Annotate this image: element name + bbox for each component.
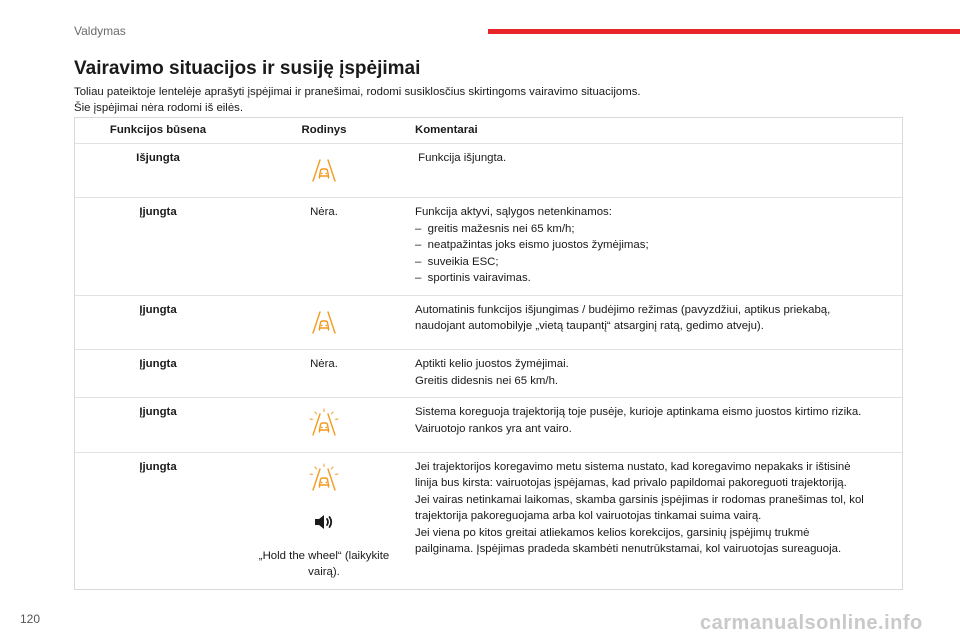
table-row [75,398,902,453]
cell-function-state: Išjungta [75,143,241,198]
comment-line: Automatinis funkcijos išjungimas / budėjimo režimas (pavyzdžiui, aptikus priekabą, [415,303,831,316]
comment-line: Aptikti kelio juostos žymėjimai. [415,358,569,370]
comment-line: naudojant automobilyje „vietą taupantį“ atsarginį ratą, gedimo atveju). [415,320,764,332]
header-comments: Komentarai [407,118,902,143]
table-row [75,143,902,198]
comment-line: trajektorija pakoreguojama arba kol vairuotojas tinkamai suima vairą. [415,510,762,522]
comment-line: linija bus kirsta: vairuotojas įspėjamas, kad privalo papildomai pakoreguoti trajektoriją. [415,477,847,489]
lane-departure-warning-icon [309,154,339,184]
table-header-row [75,118,902,143]
comment-line: Jei trajektorijos koregavimo metu sistema nustato, kad koregavimo nepakaks ir ištisinė [415,460,851,473]
lane-departure-warning-icon [309,463,339,493]
comment-line: Vairuotojo rankos yra ant vairo. [415,422,572,435]
cell-display [241,398,407,453]
warnings-table [74,117,903,590]
section-label: Valdymas [74,24,126,38]
cell-comment [407,452,902,589]
table-row [75,295,902,350]
display-message: „Hold the wheel“ (laikykite vairą). [258,549,390,578]
cell-comment [407,143,902,198]
comment-line: Jei vairas netinkamai laikomas, skamba garsinis įspėjimas ir rodomas pranešimas tol, kol [415,493,864,506]
table-row [75,198,902,296]
page-title: Vairavimo situacijos ir susiję įspėjimai [74,58,421,79]
cell-comment [407,198,902,296]
intro-text [74,84,904,116]
cell-display [241,198,407,296]
cell-function-state: Įjungta [139,460,177,473]
table-row [75,350,902,398]
cell-function-state: Įjungta [75,295,241,350]
intro-line-2: Šie įspėjimai nėra rodomi iš eilės. [74,102,244,114]
cell-comment [407,350,902,398]
comment-line: pailginama. Įspėjimas pradeda skambėti nenutrūkstamai, kol vairuotojas sureaguoja. [415,543,842,555]
cell-function-state: Įjungta [75,198,241,296]
comment-line: – suveikia ESC; [415,255,499,268]
cell-comment [407,295,902,350]
intro-line-1: Toliau pateiktoje lentelėje aprašyti įspėjimai ir pranešimai, rodomi susiklosčius skirtingoms vairavimo situacijoms. [74,86,641,98]
header-function-state: Funkcijos būsena [75,118,241,143]
speaker-icon [312,510,336,534]
cell-display [241,350,407,398]
display-text: Nėra. [310,358,338,370]
comment-line: Greitis didesnis nei 65 km/h. [415,374,559,387]
comment-line: Funkcija išjungta. [415,151,507,164]
cell-display [241,452,407,589]
table-row [75,452,902,589]
comment-line: Funkcija aktyvi, sąlygos netenkinamos: [415,206,612,218]
lane-departure-warning-icon [309,306,339,336]
display-text: Nėra. [310,206,338,218]
cell-function-state: Įjungta [75,398,241,453]
header-display: Rodinys [241,118,407,143]
cell-comment [407,398,902,453]
watermark: carmanualsonline.info [700,612,923,634]
cell-function-state: Įjungta [75,350,241,398]
header-accent-bar [488,29,960,34]
comment-line: Jei viena po kitos greitai atliekamos kelios korekcijos, garsinių įspėjimų trukmė [415,526,810,539]
comment-line: Sistema koreguoja trajektoriją toje pusėje, kurioje aptinkama eismo juostos kirtimo rizika. [415,406,862,418]
cell-display [241,295,407,350]
lane-departure-warning-icon [309,408,339,438]
page-number: 120 [20,612,41,626]
comment-line: – sportinis vairavimas. [415,272,531,284]
comment-line: – greitis mažesnis nei 65 km/h; [415,222,575,235]
comment-line: – neatpažintas joks eismo juostos žymėjimas; [415,239,649,251]
cell-display [241,143,407,198]
